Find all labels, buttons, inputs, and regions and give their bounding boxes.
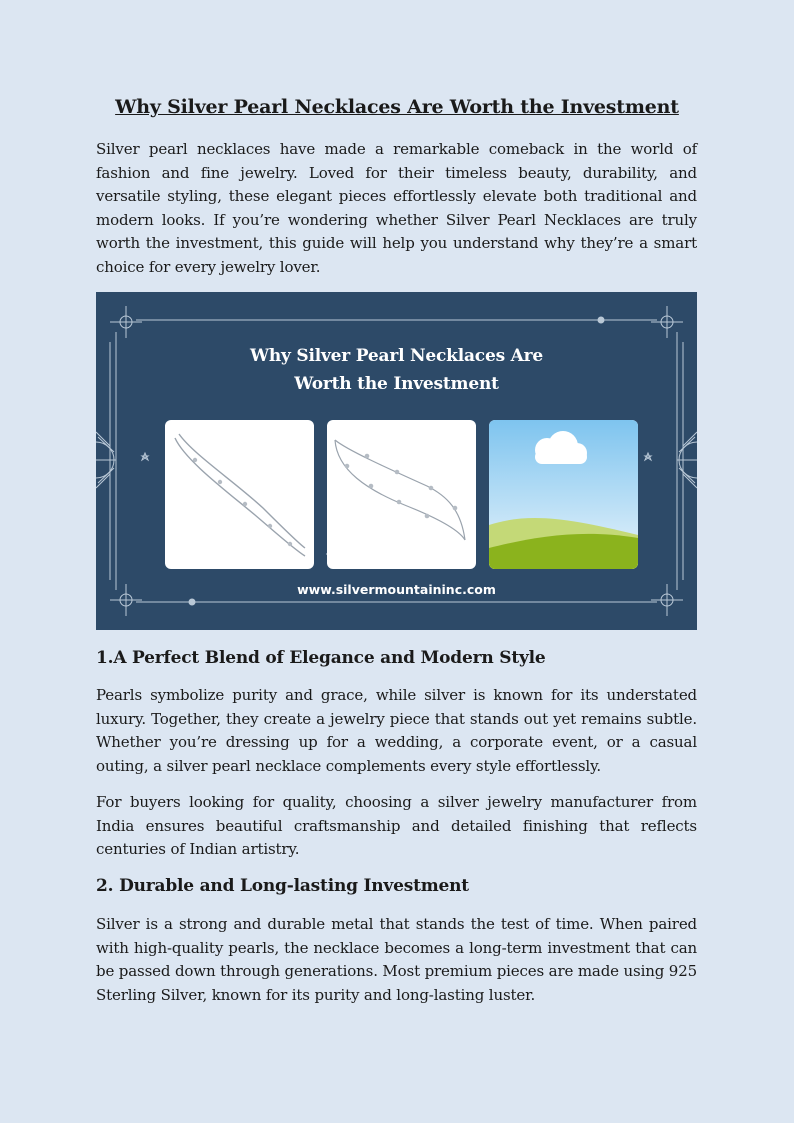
banner-url: www.silvermountaininc.com xyxy=(297,582,496,597)
banner-image xyxy=(96,292,697,630)
necklace-image-icon xyxy=(327,420,476,569)
section-1-paragraph-2: For buyers looking for quality, choosing a silver jewelry manufacturer from India ensures beautiful craftsmanship and detailed finishing that reflects centuries of Indian artistry. xyxy=(96,793,697,858)
section-1-paragraph-1: Pearls symbolize purity and grace, while silver is known for its understated luxury. Together, they create a jewelry piece that stands out yet remains subtle. Whether you’re dressing up for a wedding, a corporate event, or a casual outing, a silver pearl necklace complements every style effortlessly. xyxy=(96,686,697,775)
necklace-image-1 xyxy=(165,420,314,569)
necklace-image-icon xyxy=(165,420,314,569)
necklace-image-2 xyxy=(327,420,476,569)
section-heading-1: 1.A Perfect Blend of Elegance and Modern Style xyxy=(96,648,546,668)
banner-title-line1: Why Silver Pearl Necklaces Are xyxy=(249,346,544,366)
section-heading-2: 2. Durable and Long-lasting Investment xyxy=(96,876,469,896)
page-title: Why Silver Pearl Necklaces Are Worth the Investment xyxy=(115,96,679,118)
section-2-paragraph-1: Silver is a strong and durable metal that stands the test of time. When paired with high-quality pearls, the necklace becomes a long-term investment that can be passed down through generations. Most premium pieces are made using 925 Sterling Silver, known for its purity and long-lasting luster. xyxy=(96,915,697,1004)
intro-paragraph: Silver pearl necklaces have made a remarkable comeback in the world of fashion and fine jewelry. Loved for their timeless beauty, durability, and versatile styling, these elegant pieces effortlessly elevate both traditional and modern looks. If you’re wondering whether Silver Pearl Necklaces are truly worth the investment, this guide will help you understand why they’re a smart choice for every jewelry lover. xyxy=(96,140,697,276)
banner-title-line2: Worth the Investment xyxy=(294,374,499,394)
landscape-placeholder-icon xyxy=(489,420,638,569)
banner-title xyxy=(96,342,697,398)
image-placeholder xyxy=(489,420,638,569)
